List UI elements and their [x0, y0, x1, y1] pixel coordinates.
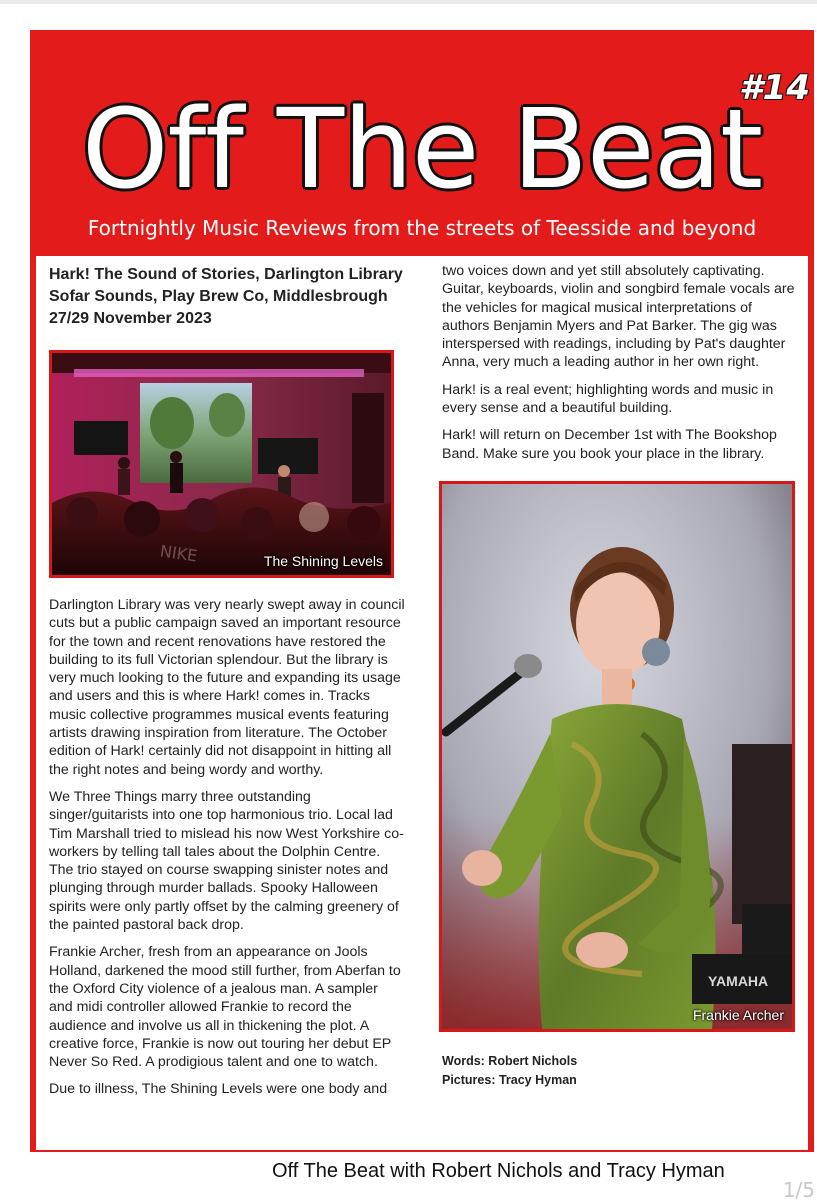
body-paragraph: Darlington Library was very nearly swept away in council cuts but a public campaign saved an important resource for the town and recent renovations have restored the building to its full Victorian splendour. But the library is very much looking to the future and expanding its usage and users and this is where Hark! comes in. Tracks music collective programmes musical events featuring artists drawing inspiration from literature. The October edition of Hark! certainly did not disappoint in hitting all the right notes and being wordy and worthy. [49, 597, 405, 778]
body-paragraph: Hark! will return on December 1st with The Bookshop Band. Make sure you book your place in the library. [442, 427, 777, 462]
article-headline [49, 264, 405, 330]
performer-photo-image [442, 484, 792, 1029]
page-footer: Off The Beat with Robert Nichols and Tracy Hyman [272, 1160, 725, 1182]
body-paragraph: Hark! is a real event; highlighting words and music in every sense and a beautiful building. [442, 381, 774, 417]
masthead [30, 30, 814, 252]
photo-shining-levels [49, 350, 394, 578]
headline-line: Sofar Sounds, Play Brew Co, Middlesbrough [49, 288, 388, 305]
keyboard-brand-label: YAMAHA [708, 972, 769, 989]
masthead-tagline: Fortnightly Music Reviews from the streets of Teesside and beyond [87, 216, 757, 240]
photo-caption: The Shining Levels [263, 553, 383, 569]
concert-photo-image [52, 353, 391, 575]
issue-number: #14 [739, 68, 810, 108]
left-text [49, 596, 405, 1099]
headline-line: 27/29 November 2023 [49, 310, 212, 327]
left-column [49, 264, 405, 1108]
right-column [442, 262, 802, 1090]
page-indicator: 1/5 [782, 1178, 815, 1202]
credits [442, 1052, 802, 1090]
body-paragraph: Due to illness, The Shining Levels were one body and [49, 1081, 388, 1098]
credit-pictures: Pictures: Tracy Hyman [442, 1072, 577, 1087]
masthead-title: Off The Beat [81, 85, 763, 213]
svg-text:NIKE: NIKE [158, 541, 199, 566]
credit-words: Words: Robert Nichols [442, 1053, 578, 1068]
headline-line: Hark! The Sound of Stories, Darlington Library [49, 266, 403, 283]
photo-caption: Frankie Archer [692, 1006, 784, 1023]
body-paragraph: We Three Things marry three outstanding singer/guitarists into one top harmonious trio. Local lad Tim Marshall tried to mislead his now West Yorkshire co-workers by telling tall tales about the Dolphin Centre. The trio stayed on course swapping sinister notes and plunging through murder ballads. Spooky Halloween spirits were only partly offset by the calming greenery of the painted pastoral back drop. [49, 788, 404, 934]
photo-frankie-archer [439, 481, 795, 1032]
body-paragraph: Frankie Archer, fresh from an appearance on Jools Holland, darkened the mood still further, from Aberfan to the Oxford City violence of a jealous man. A sampler and midi controller allowed Frankie to record the audience and involve us all in thickening the plot. A creative force, Frankie is now out touring her debut EP Never So Red. A prodigious talent and one to watch. [49, 944, 401, 1071]
viewer-top-border [0, 0, 817, 4]
article-body [36, 256, 808, 1150]
body-paragraph: two voices down and yet still absolutely captivating. Guitar, keyboards, violin and songbird female vocals are the vehicles for magical musical interpretations of authors Benjamin Myers and Pat Barker. The gig was interspersed with readings, including by Pat's daughter Anna, very much a leading author in her own right. [442, 263, 795, 371]
newsletter-page [30, 30, 814, 1152]
